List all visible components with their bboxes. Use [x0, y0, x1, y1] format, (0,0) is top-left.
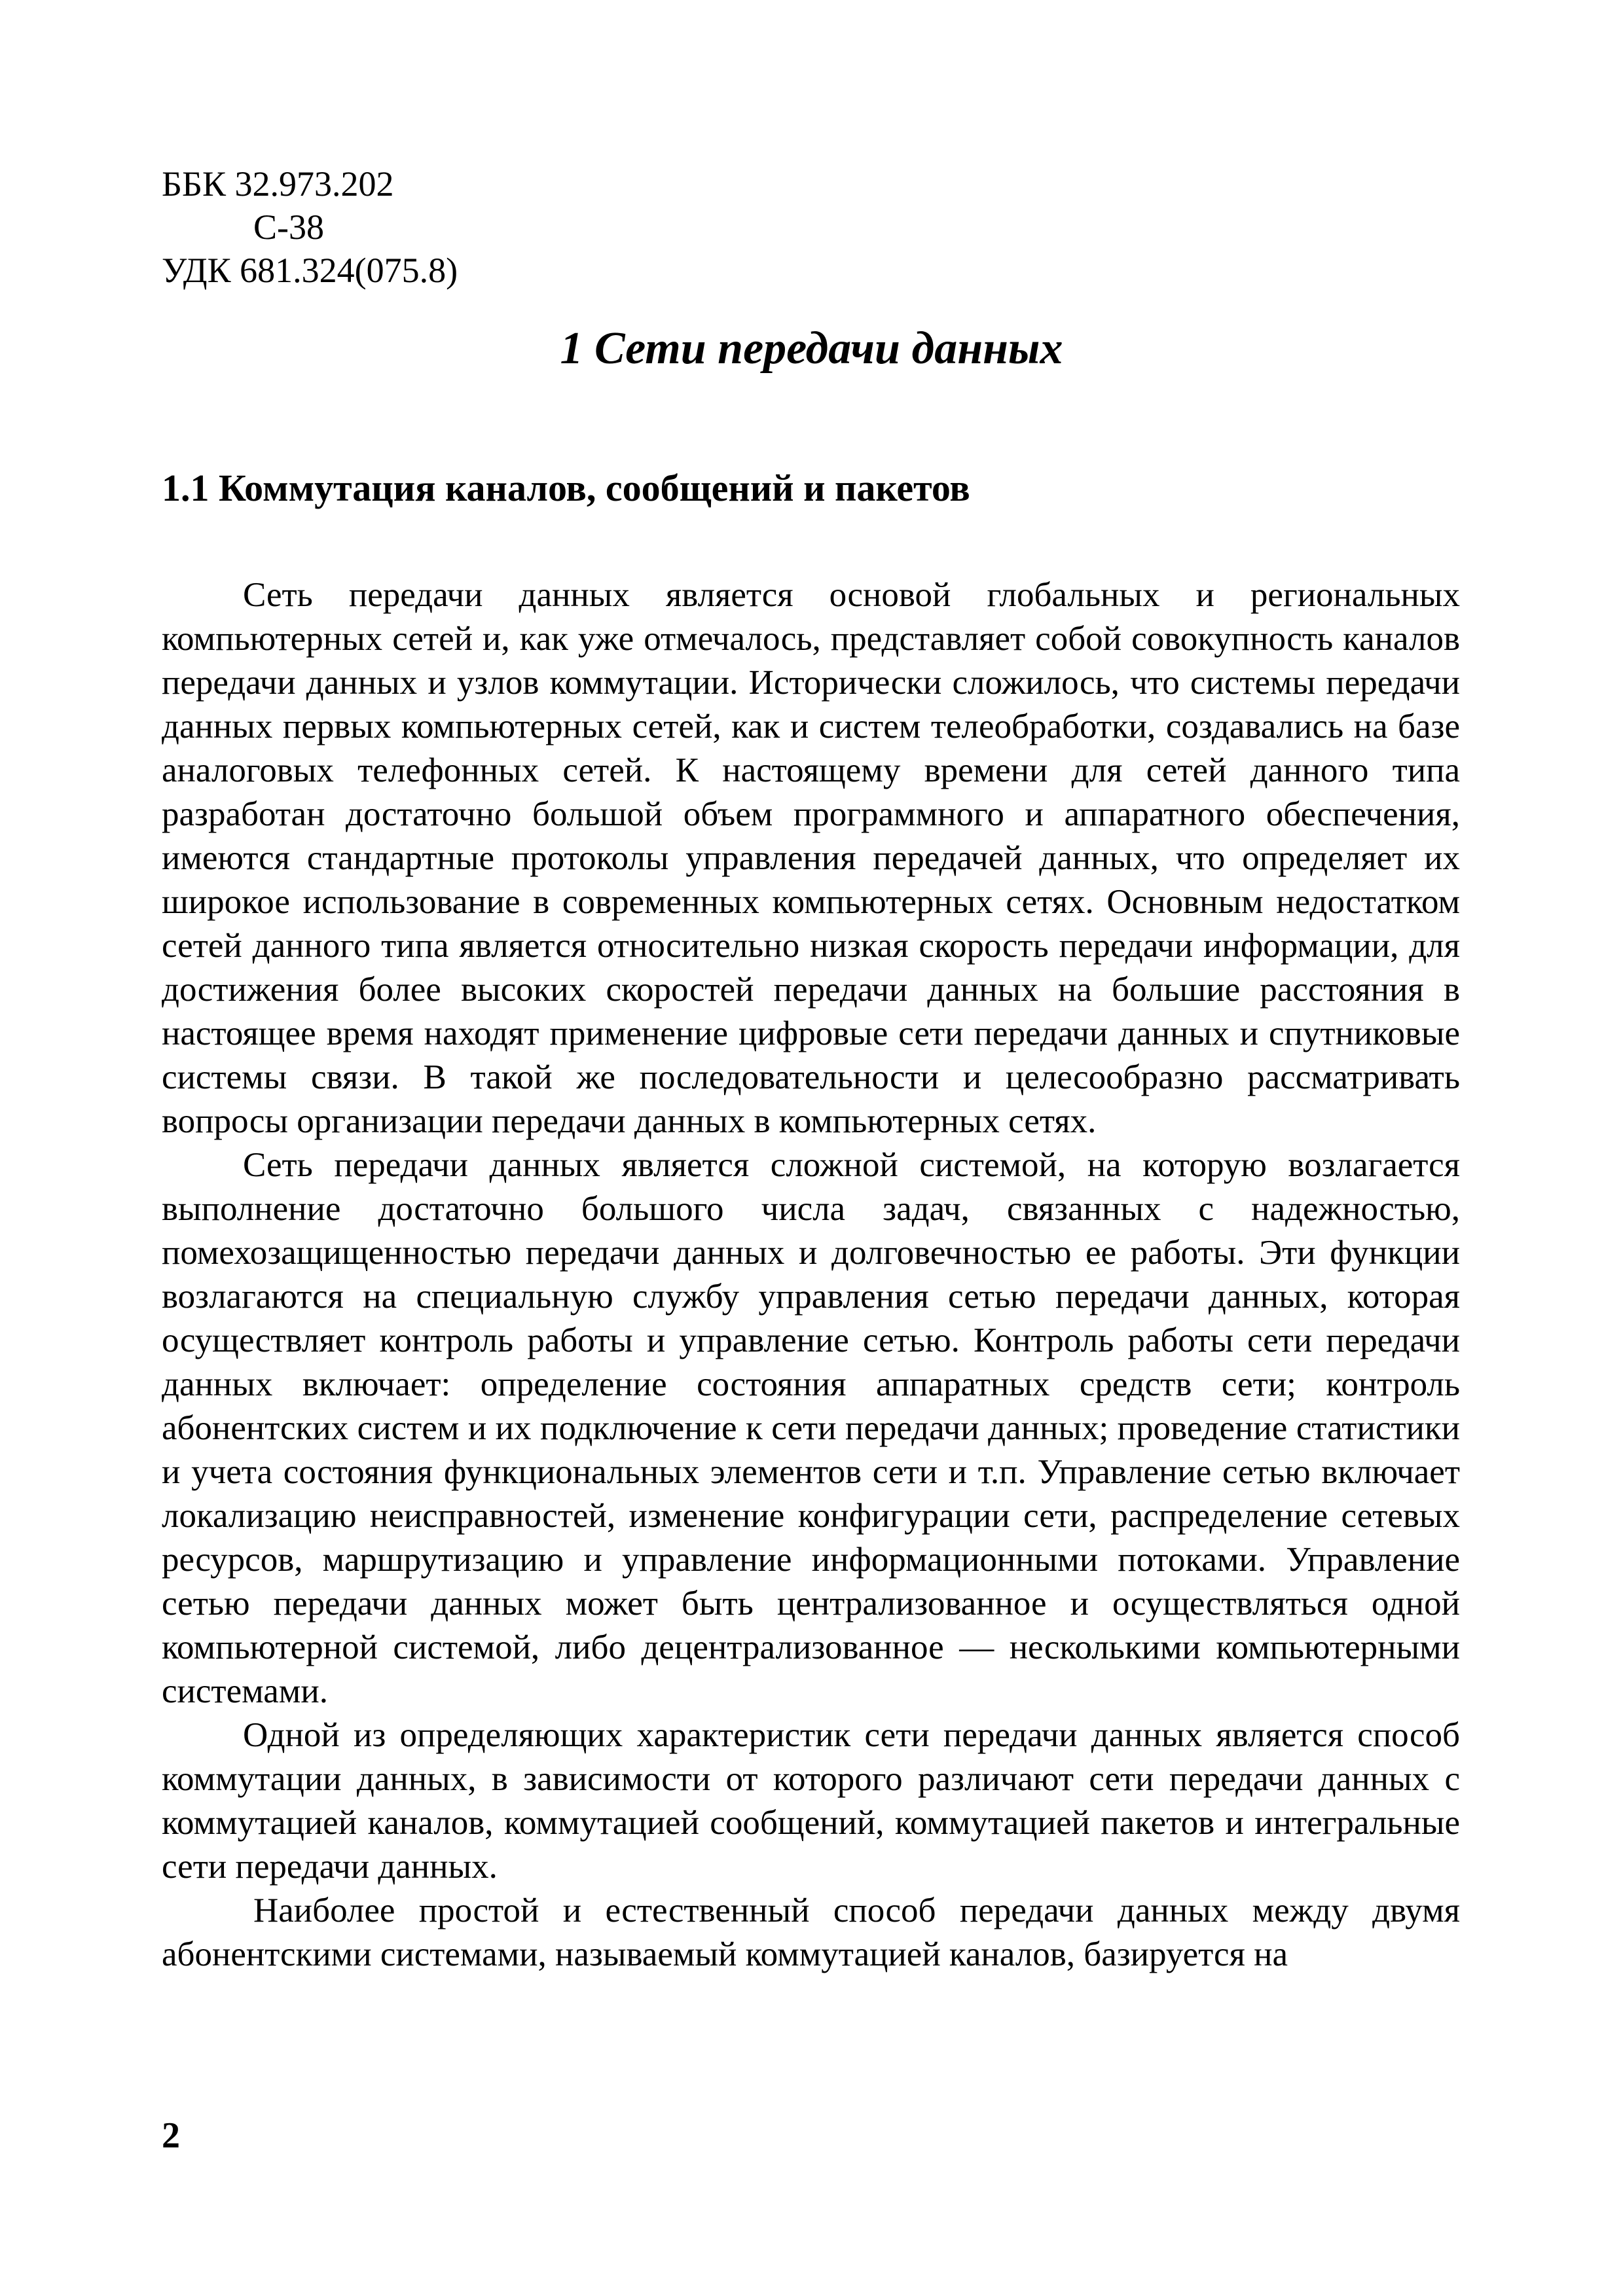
chapter-title: 1 Сети передачи данных — [560, 323, 1063, 374]
body-text — [162, 573, 1460, 1977]
section-title: 1.1 Коммутация каналов, сообщений и пакетов — [162, 467, 970, 509]
paragraph: Сеть передачи данных является основой глобальных и региональных компьютерных сетей и, как уже отмечалось, представляет собой совокупность каналов передачи данных и узлов коммутации. Исторически сложилось, что системы передачи данных первых компьютерных сетей, как и систем телеобработки, создавались на базе аналоговых телефонных сетей. К настоящему времени для сетей данного типа разработан достаточно большой объем программного и аппаратного обеспечения, имеются стандартные протоколы управления передачей данных, что определяет их широкое использование в современных компьютерных сетях. Основным недостатком сетей данного типа является относительно низкая скорость передачи информации, для достижения более высоких скоростей передачи данных на большие расстояния в настоящее время находят применение цифровые сети передачи данных и спутниковые системы связи. В такой же последовательности и целесообразно рассматривать вопросы организации передачи данных в компьютерных сетях. — [162, 576, 1460, 1140]
paragraph: Одной из определяющих характеристик сети передачи данных является способ коммутации данных, в зависимости от которого различают сети передачи данных с коммутацией каналов, коммутацией сообщений, коммутацией пакетов и интегральные сети передачи данных. — [162, 1716, 1460, 1886]
author-mark: С-38 — [253, 207, 324, 247]
bbk-code: ББК 32.973.202 — [162, 164, 394, 204]
udk-code: УДК 681.324(075.8) — [162, 251, 458, 290]
page-number: 2 — [162, 2115, 180, 2156]
paragraph: Сеть передачи данных является сложной системой, на которую возлагается выполнение достаточно большого числа задач, связанных с надежностью, помехозащищенностью передачи данных и долговечностью ее работы. Эти функции возлагаются на специальную службу управления сетью передачи данных, которая осуществляет контроль работы и управление сетью. Контроль работы сети передачи данных включает: определение состояния аппаратных средств сети; контроль абонентских систем и их подключение к сети передачи данных; проведение статистики и учета состояния функциональных элементов сети и т.п. Управление сетью включает локализацию неисправностей, изменение конфигурации сети, распределение сетевых ресурсов, маршрутизацию и управление информационными потоками. Управление сетью передачи данных может быть централизованное и осуществляться одной компьютерной системой, либо децентрализованное — несколькими компьютерными системами. — [162, 1146, 1460, 1710]
classification-block — [162, 162, 458, 292]
paragraph: Наиболее простой и естественный способ передачи данных между двумя абонентскими системами, называемый коммутацией каналов, базируется на — [162, 1892, 1460, 1973]
